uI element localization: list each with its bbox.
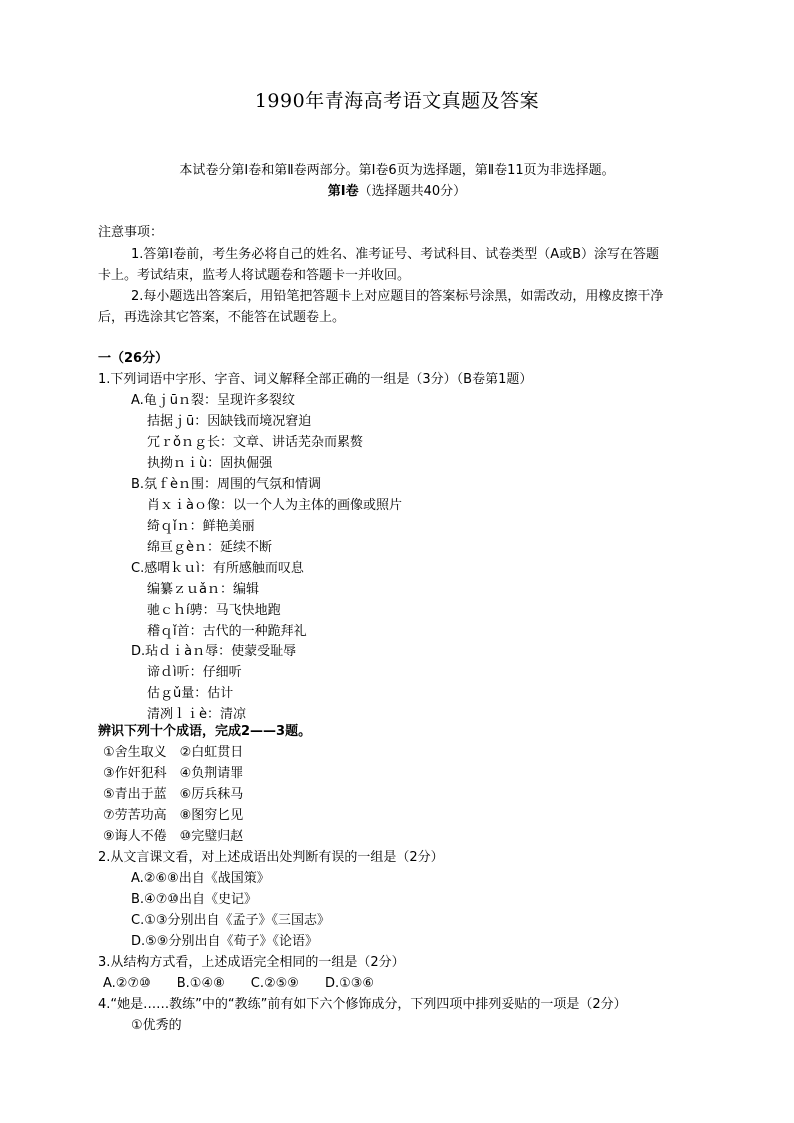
q4-stem: 4.“她是……教练”中的“教练”前有如下六个修饰成分，下列四项中排列妥贴的一项是（2分） — [98, 997, 627, 1012]
q1-option-b-item: 肖ｘｉàｏ像：以一个人为主体的画像或照片 — [147, 498, 402, 513]
intro-text: 本试卷分第Ⅰ卷和第Ⅱ卷两部分。第Ⅰ卷6页为选择题，第Ⅱ卷11页为非选择题。 — [179, 163, 615, 178]
q2-option-a: A.②⑥⑧出自《战国策》 — [131, 871, 270, 886]
q1-option-c-item: 编纂ｚｕǎｎ：编辑 — [147, 582, 259, 597]
notice-heading: 注意事项： — [98, 225, 164, 240]
q1-option-b-item: 绵亘ｇèｎ：延续不断 — [147, 540, 272, 555]
volume1-heading — [0, 182, 794, 202]
page-title: 1990年青海高考语文真题及答案 — [254, 90, 540, 112]
q1-option-a: A.龟ｊūｎ裂：呈现许多裂纹 — [131, 393, 296, 408]
q1-option-b-item: 绮ｑǐｎ：鲜艳美丽 — [147, 519, 255, 534]
idiom-row: ①舍生取义 ②白虹贯日 — [103, 745, 244, 760]
q3-stem: 3.从结构方式看，上述成语完全相同的一组是（2分） — [98, 955, 405, 970]
q1-option-d: D.玷ｄｉàｎ辱：使蒙受耻辱 — [131, 644, 297, 659]
idiom-row: ⑨诲人不倦 ⑩完璧归赵 — [103, 829, 244, 844]
notice-item1-line2: 卡上。考试结束，监考人将试题卷和答题卡一并收回。 — [98, 268, 411, 283]
notice-item2-line2: 后，再选涂其它答案，不能答在试题卷上。 — [98, 310, 346, 325]
idiom-row: ⑦劳苦功高 ⑧图穷匕见 — [103, 808, 244, 823]
volume1-label: 第Ⅰ卷 — [327, 184, 359, 199]
q3-options: A.②⑦⑩ B.①④⑧ C.②⑤⑨ D.①③⑥ — [103, 976, 375, 991]
notice-item1-line1: 1.答第Ⅰ卷前，考生务必将自己的姓名、准考证号、考试科目、试卷类型（A或B）涂写在答题 — [131, 247, 660, 262]
q1-option-a-item: 执拗ｎｉù：固执倔强 — [147, 456, 273, 471]
q1-option-a-item: 拮据ｊū：因缺钱而境况窘迫 — [147, 414, 312, 429]
q2-option-d: D.⑤⑨分别出自《荀子》《论语》 — [131, 934, 318, 949]
q2-option-b: B.④⑦⑩出自《史记》 — [131, 892, 258, 907]
q1-option-d-item: 谛ｄì听：仔细听 — [147, 665, 242, 680]
q1-option-d-item: 估ｇǔ量：估计 — [147, 686, 234, 701]
idiom-row: ⑤青出于蓝 ⑥厉兵秣马 — [103, 787, 244, 802]
q1-option-c-item: 稽ｑǐ首：古代的一种跪拜礼 — [147, 624, 307, 639]
q1-option-c: C.感喟ｋｕì：有所感触而叹息 — [131, 561, 304, 576]
notice-item2-line1: 2.每小题选出答案后，用铅笔把答题卡上对应题目的答案标号涂黑，如需改动，用橡皮擦干净 — [131, 289, 664, 304]
q1-option-c-item: 驰ｃｈí骋：马飞快地跑 — [147, 603, 281, 618]
q1-stem: 1.下列词语中字形、字音、词义解释全部正确的一组是（3分）（B卷第1题） — [98, 372, 533, 387]
q1-option-b: B.氛ｆèｎ围：周围的气氛和情调 — [131, 477, 322, 492]
idioms-heading: 辨识下列十个成语，完成2——3题。 — [98, 724, 312, 739]
q1-option-d-item: 清冽ｌｉè：清凉 — [147, 707, 246, 722]
volume1-note: （选择题共40分） — [358, 184, 467, 199]
q2-option-c: C.①③分别出自《孟子》《三国志》 — [131, 913, 331, 928]
q4-item-1: ①优秀的 — [131, 1018, 182, 1033]
idiom-row: ③作奸犯科 ④负荆请罪 — [103, 766, 244, 781]
section1-heading: 一（26分） — [98, 351, 169, 366]
q2-stem: 2.从文言课文看，对上述成语出处判断有误的一组是（2分） — [98, 850, 444, 865]
q1-option-a-item: 冗ｒǒｎｇ长：文章、讲话芜杂而累赘 — [147, 435, 363, 450]
